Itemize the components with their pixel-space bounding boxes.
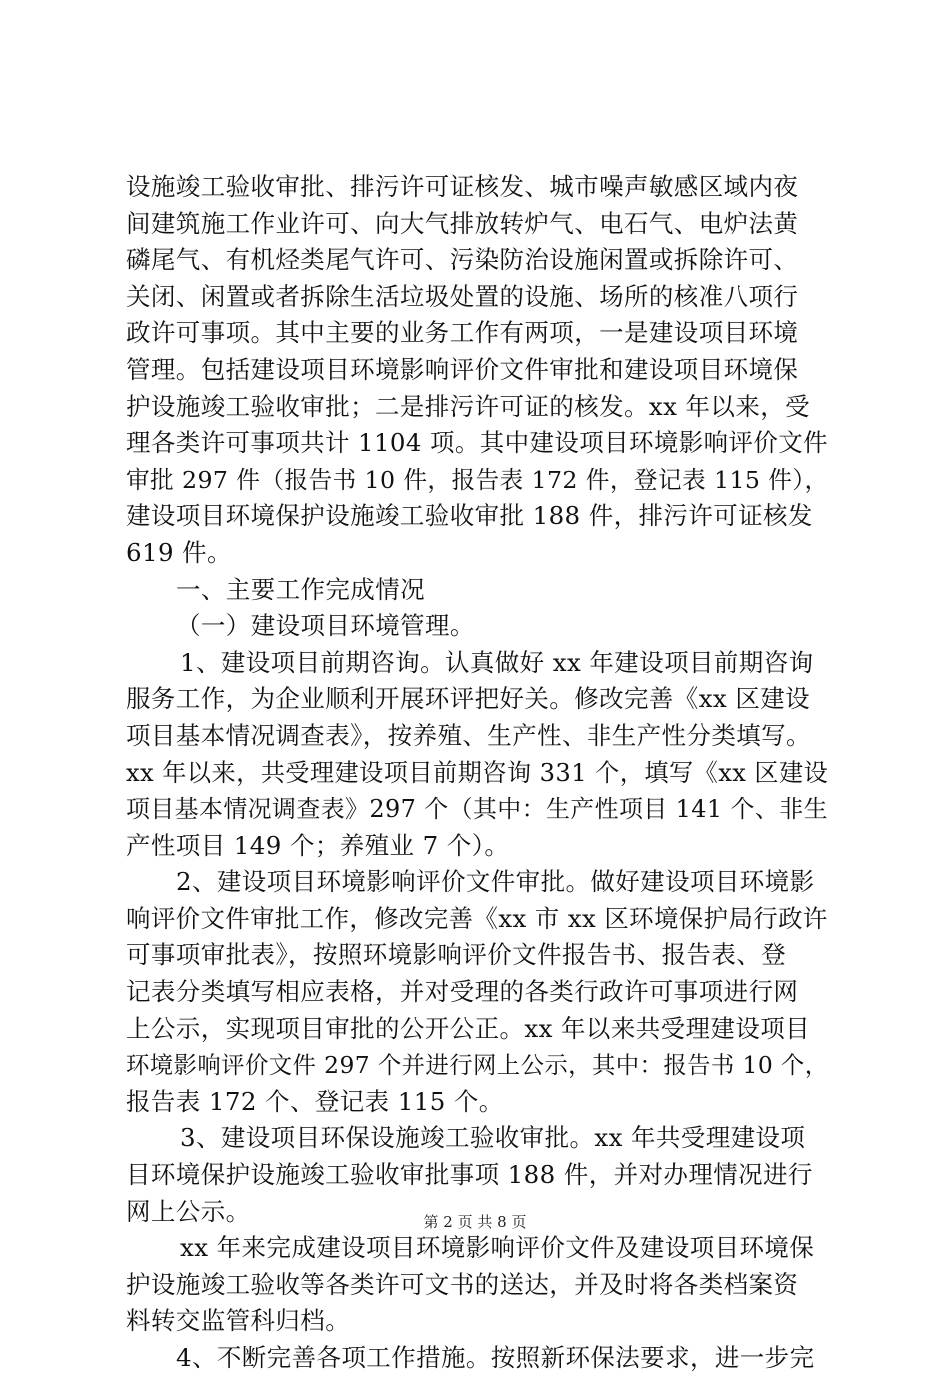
text-line: 服务工作，为企业顺利开展环评把好关。修改完善《xx 区建设	[126, 684, 811, 714]
text-line: 3、建设项目环保设施竣工验收审批。xx 年共受理建设项	[180, 1123, 806, 1153]
text-line: 网上公示。	[126, 1196, 251, 1226]
text-line: 2、建设项目环境影响评价文件审批。做好建设项目环境影	[176, 867, 815, 897]
document-body	[126, 169, 829, 1377]
text-line: 审批 297 件（报告书 10 件，报告表 172 件，登记表 115 件），	[126, 465, 829, 494]
text-line: 上公示，实现项目审批的公开公正。xx 年以来共受理建设项目	[126, 1013, 811, 1043]
text-line: 一、主要工作完成情况	[176, 574, 425, 604]
text-line: 目环境保护设施竣工验收审批事项 188 件，并对办理情况进行	[126, 1160, 813, 1190]
text-line: xx 年来完成建设项目环境影响评价文件及建设项目环境保	[180, 1233, 815, 1263]
text-line: 记表分类填写相应表格，并对受理的各类行政许可事项进行网	[126, 977, 799, 1007]
text-line: 护设施竣工验收等各类许可文书的送达，并及时将各类档案资	[126, 1269, 799, 1299]
text-line: 理各类许可事项共计 1104 项。其中建设项目环境影响评价文件	[126, 428, 828, 458]
text-line: 环境影响评价文件 297 个并进行网上公示，其中：报告书 10 个，	[126, 1051, 829, 1080]
text-line: 间建筑施工作业许可、向大气排放转炉气、电石气、电炉法黄	[126, 208, 799, 238]
text-line: 项目基本情况调查表》，按养殖、生产性、非生产性分类填写。	[126, 720, 811, 750]
text-line: 料转交监管科归档。	[126, 1306, 351, 1336]
text-line: 建设项目环境保护设施竣工验收审批 188 件，排污许可证核发	[126, 501, 813, 531]
text-line: 磷尾气、有机烃类尾气许可、污染防治设施闲置或拆除许可、	[126, 245, 799, 275]
text-line: xx 年以来，共受理建设项目前期咨询 331 个，填写《xx 区建设	[126, 758, 829, 787]
text-line: 可事项审批表》，按照环境影响评价文件报告书、报告表、登	[126, 940, 787, 970]
text-line: 关闭、闲置或者拆除生活垃圾处置的设施、场所的核准八项行	[126, 281, 799, 311]
text-line: 护设施竣工验收审批；二是排污许可证的核发。xx 年以来，受	[126, 391, 811, 421]
text-line: 响评价文件审批工作，修改完善《xx 市 xx 区环境保护局行政许	[126, 903, 828, 933]
text-line: 政许可事项。其中主要的业务工作有两项，一是建设项目环境	[126, 318, 799, 348]
text-line: 1、建设项目前期咨询。认真做好 xx 年建设项目前期咨询	[180, 647, 814, 677]
text-line: 管理。包括建设项目环境影响评价文件审批和建设项目环境保	[126, 354, 799, 384]
text-line: 4、不断完善各项工作措施。按照新环保法要求，进一步完	[176, 1343, 815, 1372]
text-line: 产性项目 149 个；养殖业 7 个）。	[126, 830, 510, 860]
page-footer: 第 2 页 共 8 页	[423, 1213, 527, 1231]
text-line: 设施竣工验收审批、排污许可证核发、城市噪声敏感区域内夜	[126, 172, 799, 201]
text-line: 项目基本情况调查表》297 个（其中：生产性项目 141 个、非生	[126, 795, 828, 824]
text-line: 报告表 172 个、登记表 115 个。	[126, 1086, 504, 1116]
text-line: 619 件。	[126, 537, 232, 567]
text-line: （一）建设项目环境管理。	[176, 611, 475, 641]
